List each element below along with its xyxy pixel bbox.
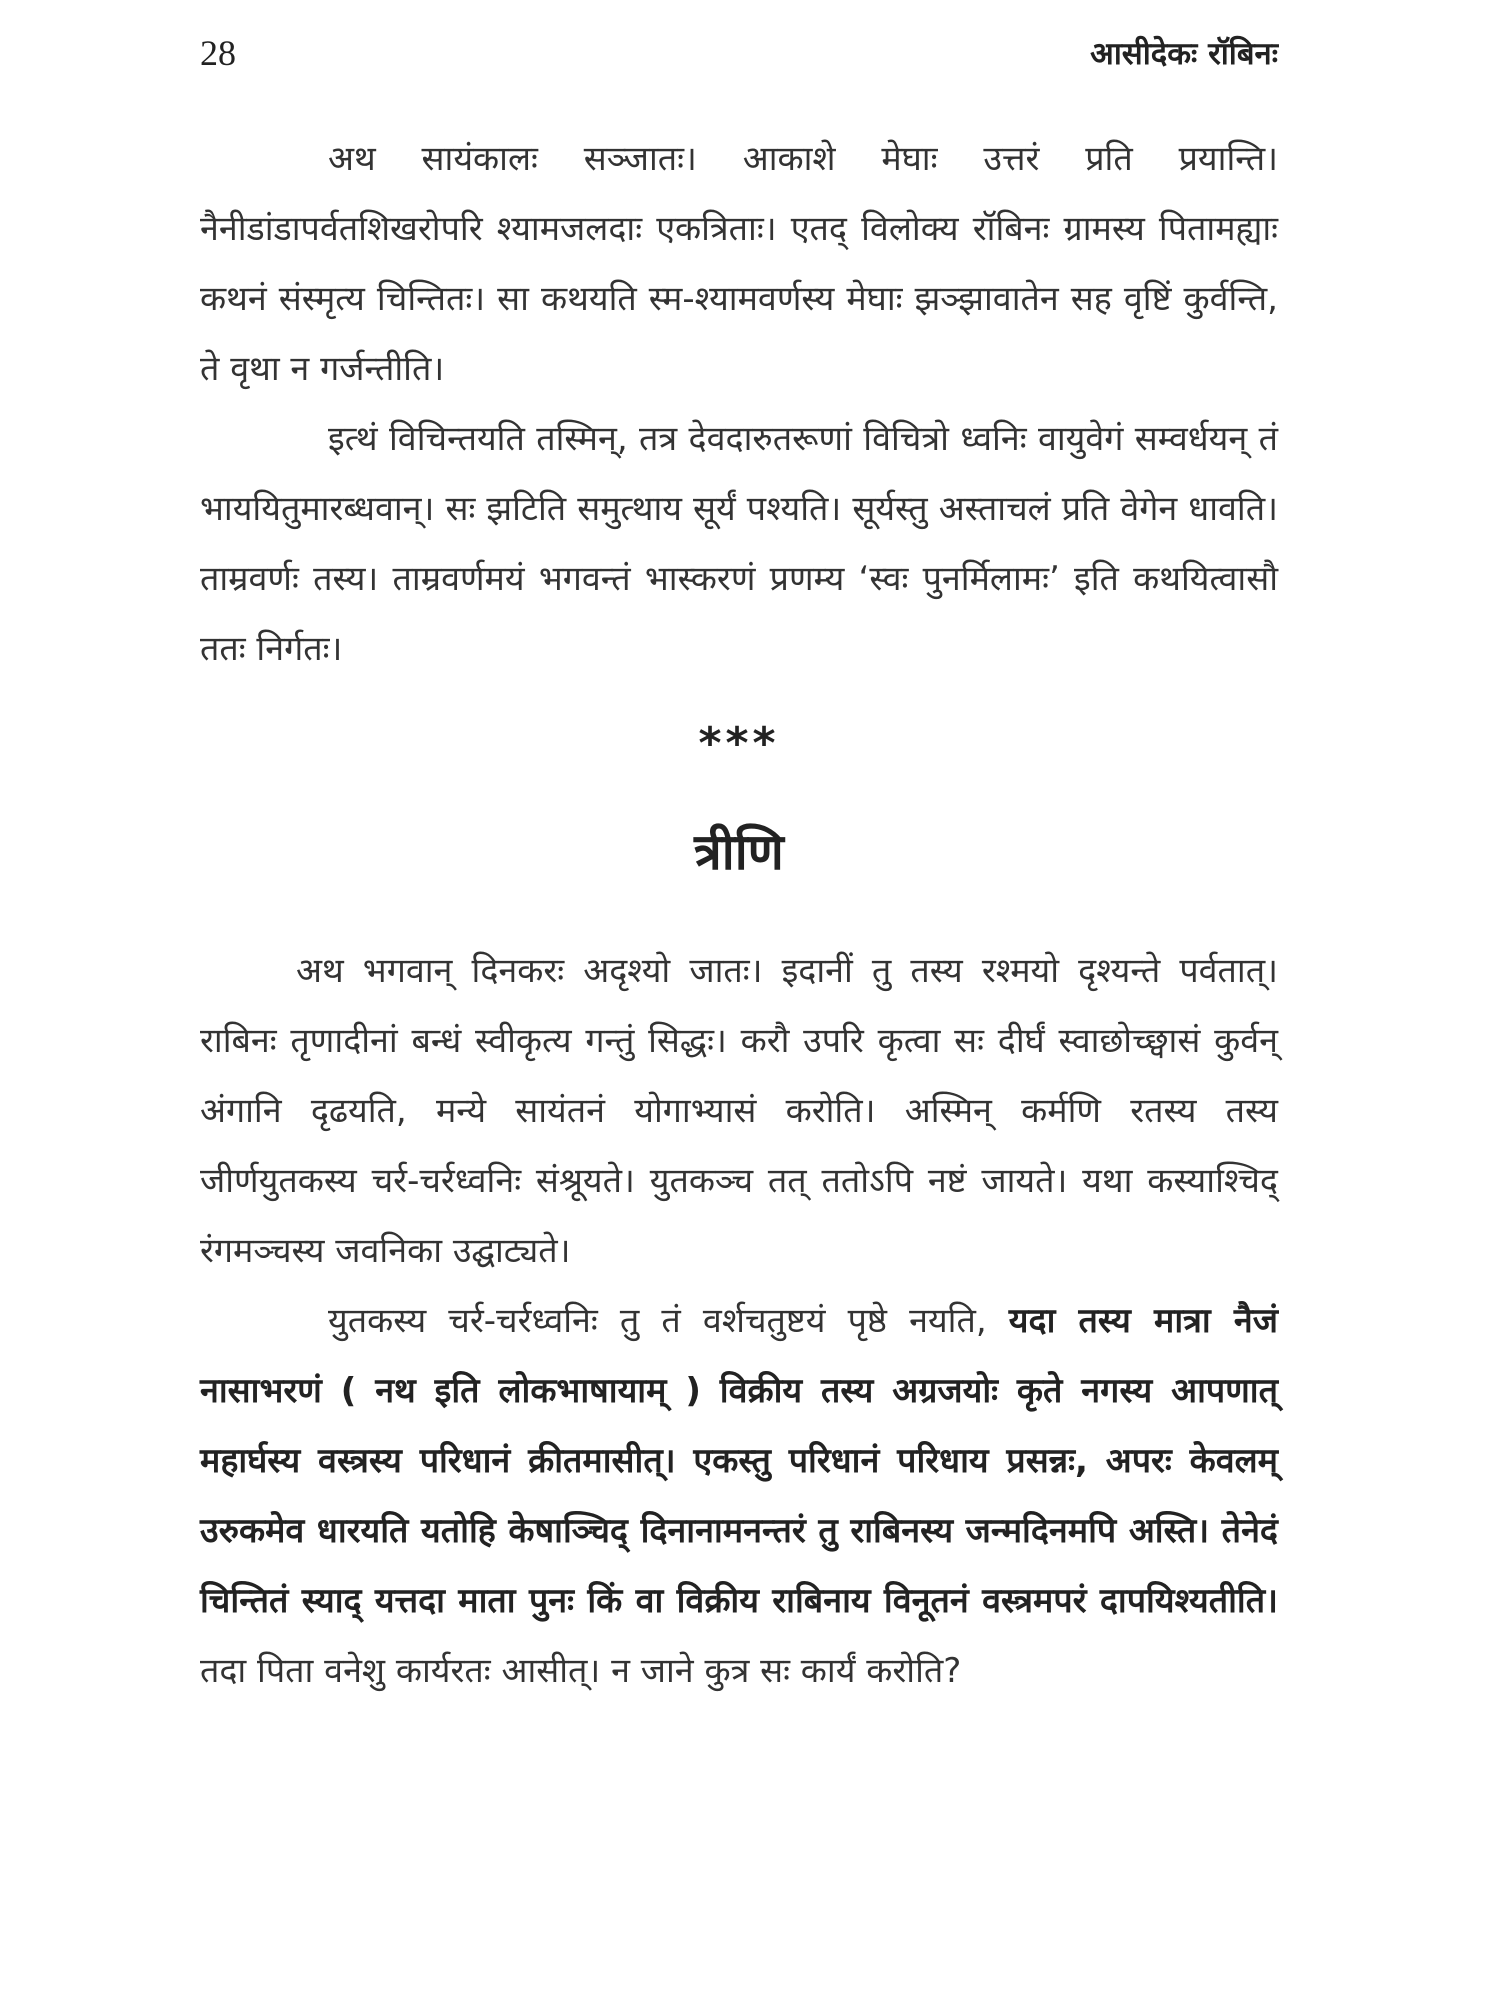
paragraph: अथ भगवान् दिनकरः अदृश्यो जातः। इदानीं तु तस्य रश्मयो दृश्यन्ते पर्वतात्। राबिनः तृणादीनां बन्धं स्वीकृत्य गन्तुं सिद्धः। करौ उपरि कृत्वा सः दीर्घं स्वाछोच्छ्वासं कुर्वन् अंगानि दृढयति, मन्ये सायंतनं योगाभ्यासं करोति। अस्मिन् कर्मणि रतस्य तस्य जीर्णयुतकस्य चर्र-चर्रध्वनिः संश्रूयते। युतकञ्च तत् ततोऽपि नष्टं जायते। यथा कस्याश्चिद् रंगमञ्चस्य जवनिका उद्घाट्यते। [200,951,1278,1271]
running-title: आसीदेकः रॉबिनः [1090,36,1278,72]
paragraph [200,1286,1278,1706]
paragraph: अथ सायंकालः सञ्जातः। आकाशे मेघाः उत्तरं प्रति प्रयान्ति। नैनीडांडापर्वतशिखरोपरि श्यामजलदाः एकत्रिताः। एतद् विलोक्य रॉबिनः ग्रामस्य पितामह्याः कथनं संस्मृत्य चिन्तितः। सा कथयति स्म-श्यामवर्णस्य मेघाः झञ्झावातेन सह वृष्टिं कुर्वन्ति, ते वृथा न गर्जन्तीति। [200,139,1278,389]
section-two [200,936,1278,1706]
section-separator: *** [698,718,780,769]
bold-passage: यदा तस्य मात्रा नैजं नासाभरणं ( नथ इति लोकभाषायाम् ) विक्रीय तस्य अग्रजयोः कृते नगस्य आपणात् महार्घस्य वस्त्रस्य परिधानं क्रीतमासीत्। एकस्तु परिधानं परिधाय प्रसन्नः, अपरः केवलम् उरुकमेव धारयति यतोहि केषाञ्चिद् दिनानामनन्तरं तु राबिनस्य जन्मदिनमपि अस्ति। तेनेदं चिन्तितं स्याद् यत्तदा माता पुनः किं वा विक्रीय राबिनाय विनूतनं वस्त्रमपरं दापयिश्यतीति। [200,1301,1278,1621]
page-header [200,28,1278,88]
page-number: 28 [200,33,236,73]
paragraph-text: तदा पिता वनेशु कार्यरतः आसीत्। न जाने कुत्र सः कार्यं करोति? [200,1651,962,1691]
book-page [200,28,1278,1706]
paragraph-text: युतकस्य चर्र-चर्रध्वनिः तु तं वर्शचतुष्टयं पृष्ठे नयति, [328,1301,1009,1341]
paragraph: इत्थं विचिन्तयति तस्मिन्, तत्र देवदारुतरूणां विचित्रो ध्वनिः वायुवेगं सम्वर्धयन् तं भाययितुमारब्धवान्। सः झटिति समुत्थाय सूर्यं पश्यति। सूर्यस्तु अस्ताचलं प्रति वेगेन धावति। ताम्रवर्णः तस्य। ताम्रवर्णमयं भगवन्तं भास्करणं प्रणम्य ‘स्वः पुनर्मिलामः’ इति कथयित्वासौ ततः निर्गतः। [200,419,1278,669]
chapter-title: त्रीणि [694,823,784,881]
section-one [200,124,1278,684]
